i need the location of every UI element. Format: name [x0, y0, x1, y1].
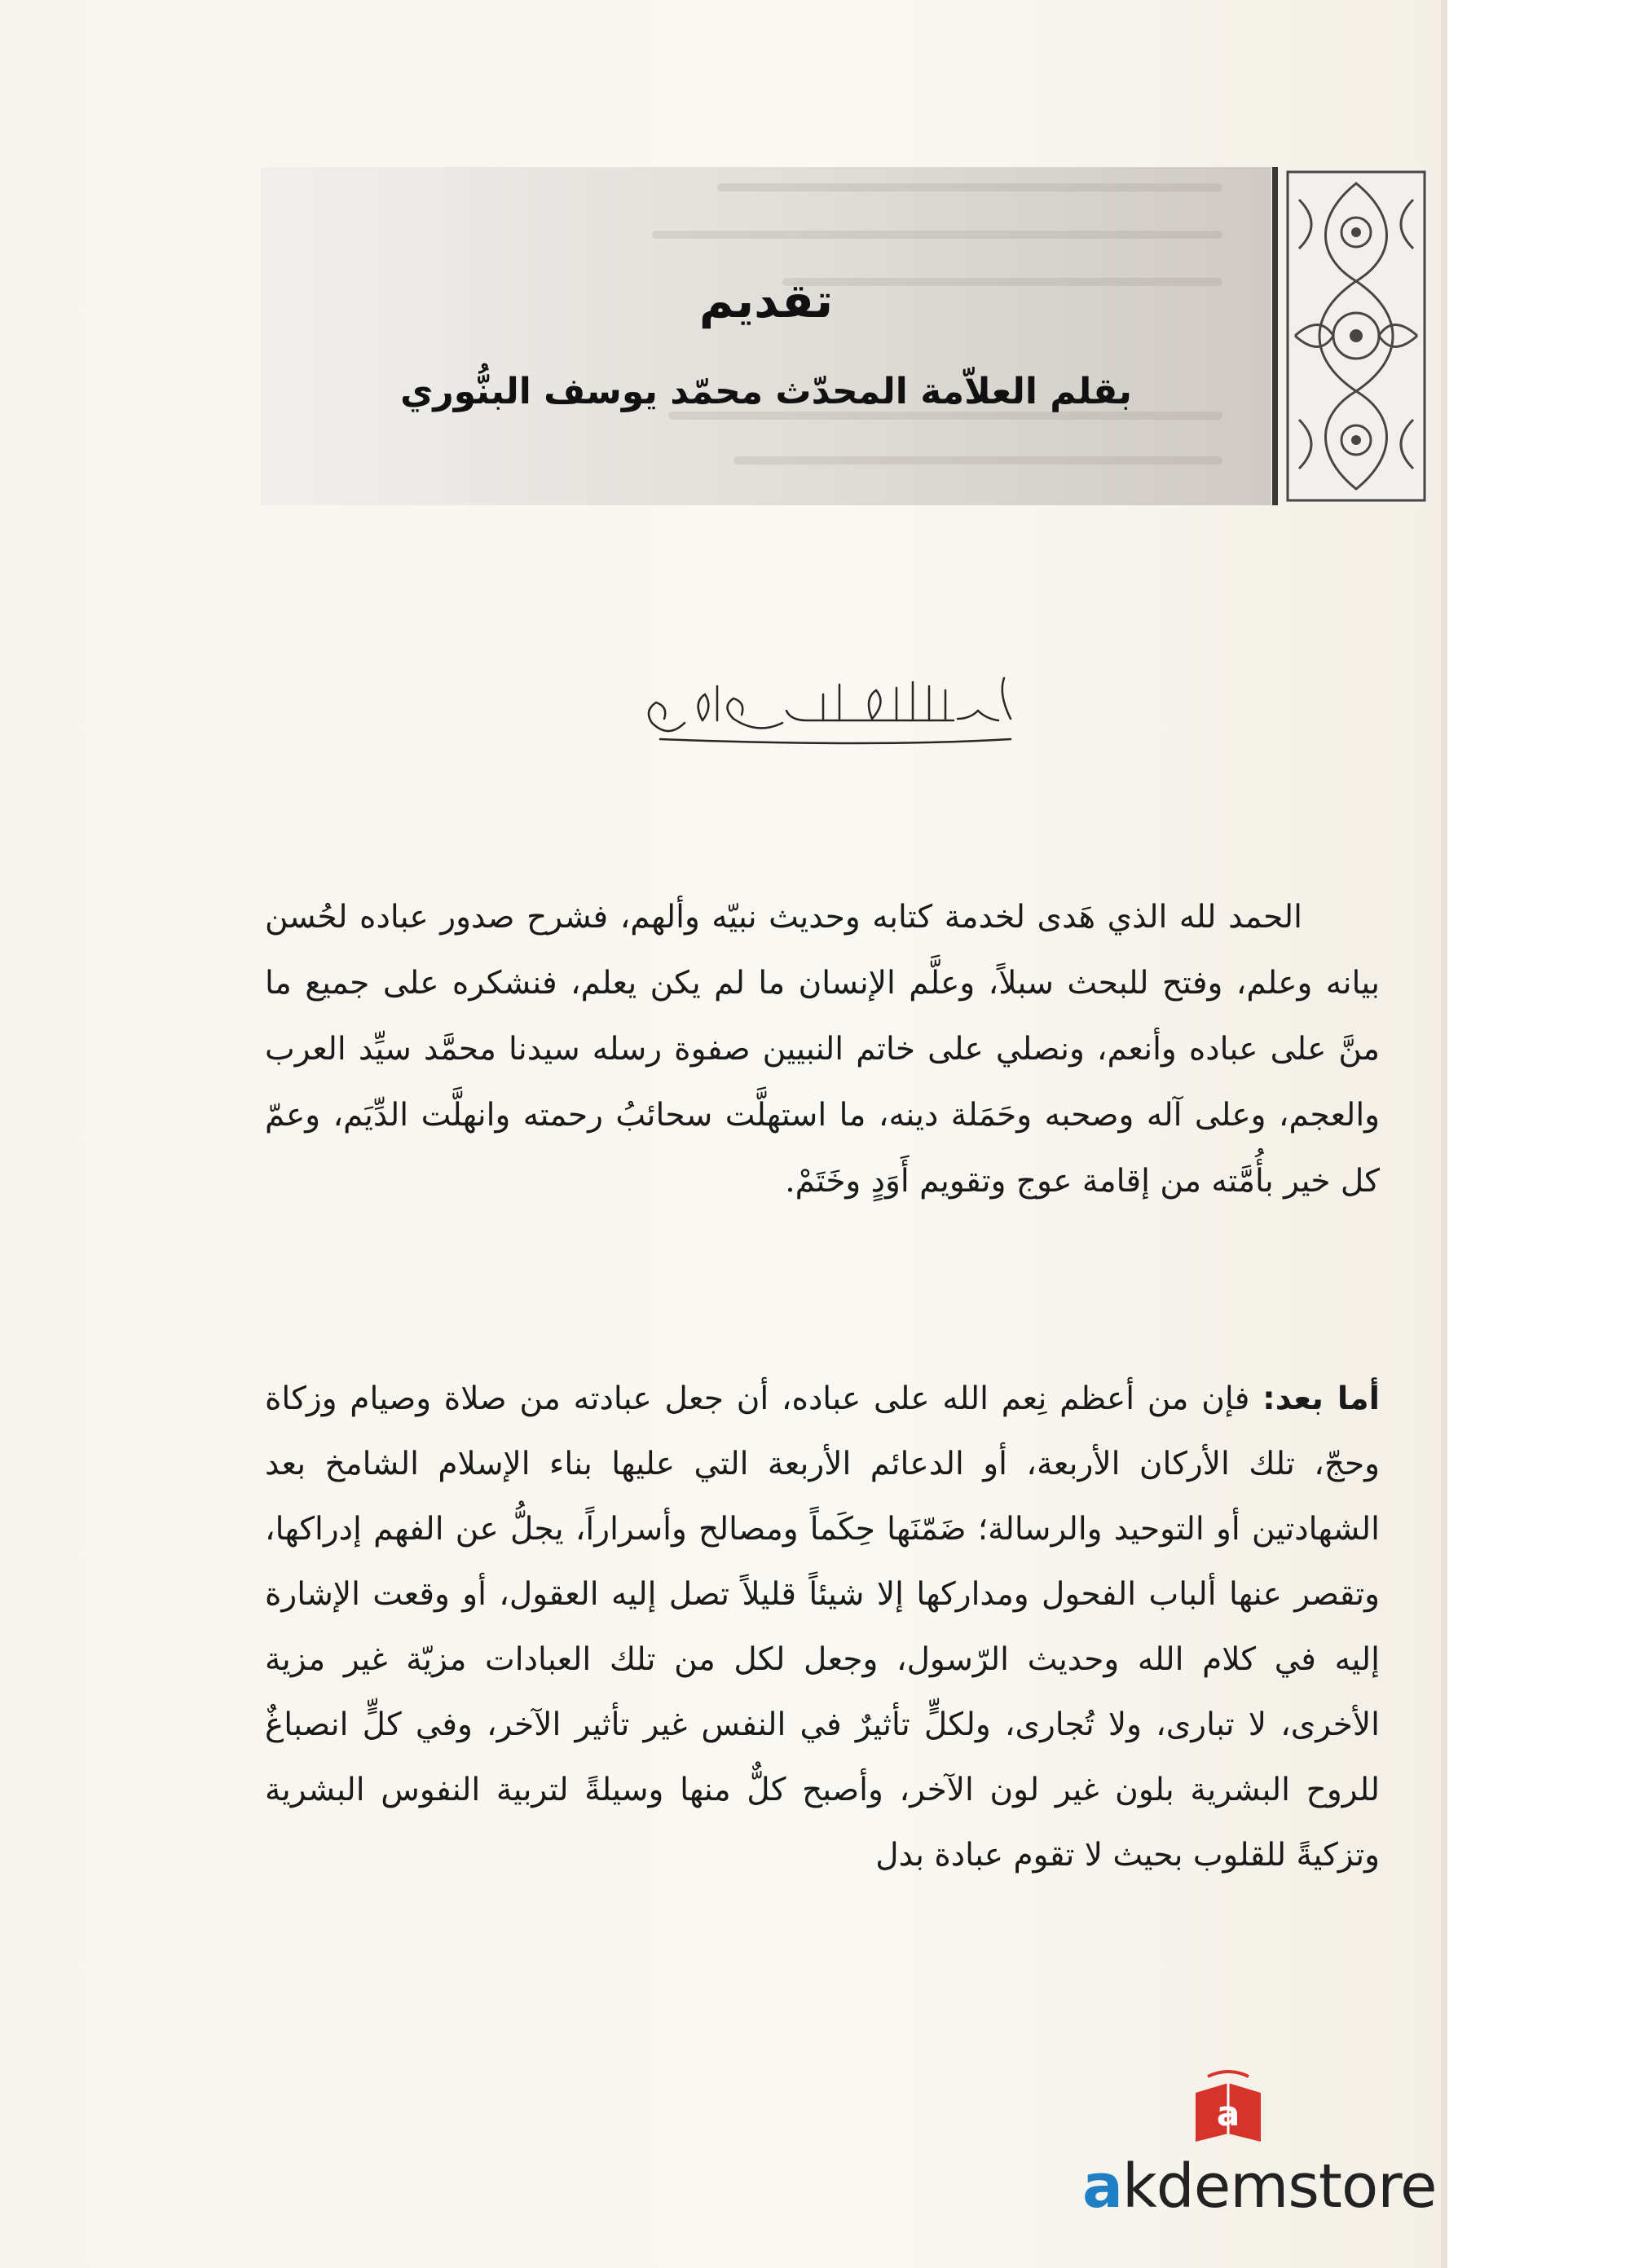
brand-text: kdemstore [1121, 2151, 1437, 2222]
title-band [261, 167, 1271, 505]
author-subtitle: بقلم العلاّمة المحدّث محمّد يوسف البنُّوري [400, 371, 1132, 412]
paragraph-lead: أما بعد: [1262, 1381, 1380, 1417]
book-logo-icon [1183, 2068, 1273, 2150]
page-edge [1441, 0, 1447, 2268]
svg-text:a: a [1216, 2094, 1240, 2134]
page-title: تقديم [698, 273, 834, 328]
basmala-calligraphy-icon [628, 662, 1035, 751]
intro-paragraph: الحمد لله الذي هَدى لخدمة كتابه وحديث نبيّه وألهم، فشرح صدور عباده لحُسن بيانه وعلم، وفتح للبحث سبلاً، وعلَّم الإنسان ما لم يكن يعلم، فنشكره على جميع ما منَّ على عباده وأنعم، ونصلي على خاتم النبيين صفوة رسله سيدنا محمَّد سيِّد العرب والعجم، وعلى آله وصحبه وحَمَلة دينه، ما استهلَّت سحائبُ رحمته وانهلَّت الدِّيَم، وعمّ كل خير بأُمَّته من إقامة عوج وتقويم أَوَدٍ وخَتَمْ. [265, 899, 1380, 1200]
body-paragraph [265, 1367, 1380, 1888]
title-divider-line [1272, 167, 1278, 505]
akdemstore-watermark: akdemstore [1082, 2151, 1437, 2222]
arabesque-ornament-icon [1283, 167, 1429, 505]
paragraph-text: فإن من أعظم نِعم الله على عباده، أن جعل عبادته من صلاة وصيام وزكاة وحجّ، تلك الأركان الأربعة، أو الدعائم الأربعة التي عليها بناء الإسلام الشامخ بعد الشهادتين أو التوحيد والرسالة؛ ضَمّنَها حِكَماً ومصالح وأسراراً، يجلُّ عن الفهم إدراكها، وتقصر عنها ألباب الفحول ومداركها إلا شيئاً قليلاً تصل إليه العقول، أو وقعت الإشارة إليه في كلام الله وحديث الرّسول، وجعل لكل من تلك العبادات مزيّة غير مزية الأخرى، لا تبارى، ولا تُجارى، ولكلٍّ تأثيرٌ في النفس غير تأثير الآخر، وفي كلٍّ انصباغٌ للروح البشرية بلون غير لون الآخر، وأصبح كلٌّ منها وسيلةً لتربية النفوس البشرية وتزكيةً للقلوب بحيث لا تقوم عبادة بدل [265, 1381, 1380, 1874]
